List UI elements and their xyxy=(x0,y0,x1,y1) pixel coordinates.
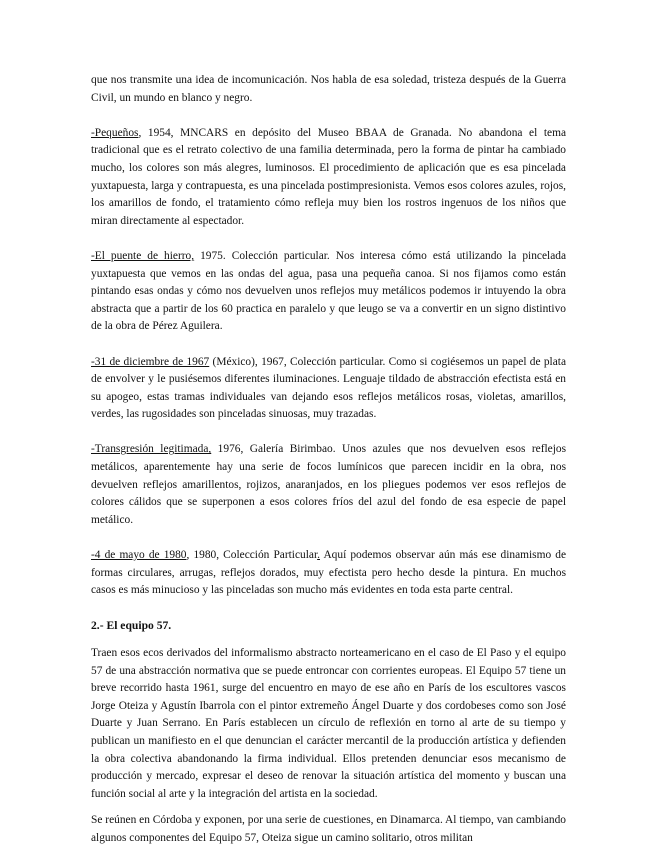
paragraph-text: 1976, Galería Birimbao. Unos azules que nos devuelven esos reflejos metálicos, aparentemente hay una serie de focos lumínicos que parecen incidir en la obra, nos devuelven reflejos amarillentos, rojizos, anaranjados, en los pliegues podemos ver esos reflejos de colores cálidos que se superponen a esos colores fríos del azul del fondo de esa especie de papel metálico. xyxy=(91,443,566,526)
paragraph-pequenos xyxy=(91,125,566,231)
paragraph-text: Se reúnen en Córdoba y exponen, por una serie de cuestiones, en Dinamarca. Al tiempo, van cambiando algunos componentes del Equipo 57, Oteiza sigue un camino solitario, otros militan xyxy=(91,814,566,844)
paragraph-text: , 1954, MNCARS en depósito del Museo BBAA de Granada. No abandona el tema tradicional que es el retrato colectivo de una familia determinada, pero la forma de pintar ha cambiado mucho, los colores son más alegres, luminosos. El procedimiento de aplicación que es esa pincelada yuxtapuesta, larga y contrapuesta, es una pincelada postimpresionista. Vemos esos colores azules, rojos, los amarillos de fondo, el tratamiento cómo refleja muy bien los rostros ingenuos de los niños que miran directamente al espectador. xyxy=(91,126,566,227)
paragraph-text: Aquí podemos observar aún más ese dinamismo de formas circulares, arrugas, reflejos dorados, muy efectista pero hecho desde la pintura. En muchos casos es más minucioso y las pinceladas son mucho más evidentes en toda esta parte central. xyxy=(91,549,567,597)
paragraph-text: (México), 1967, Colección particular. Como si cogiésemos un papel de plata de envolver y le pusiésemos diferentes iluminaciones. Lenguaje tildado de abstracción efectista está en su apogeo, estas tramas individuales van dejando esos reflejos metálicos rosas, violetas, amarillos, verdes, las rugosidades son pinceladas sinuosas, muy trazadas. xyxy=(91,355,566,421)
paragraph-text: Traen esos ecos derivados del informalismo abstracto norteamericano en el caso de El Paso y el equipo 57 de una abstracción normativa que se puede entroncar con corrientes europeas. El Equipo 57 tiene un breve recorrido hasta 1961, surge del encuentro en mayo de ese año en París de los escultores vascos Jorge Oteiza y Agustín Ibarrola con el pintor extremeño Ángel Duarte y dos cordobeses como son José Duarte y Juan Serrano. En París establecen un círculo de reflexión en torno al arte de su tiempo y publican un manifiesto en el que denuncian el carácter mercantil de la producción artística y defienden la obra colectiva abandonando la firma individual. Ellos pretenden denunciar esos mecanismo de producción y mercado, expresar el deseo de renovar la situación artística del momento y buscan una función social al arte y la integración del artista en la sociedad. xyxy=(91,647,566,800)
paragraph-puente-de-hierro xyxy=(91,248,566,336)
paragraph-text: , 1980, Colección Particular xyxy=(186,549,318,562)
artwork-title: -4 de mayo de 1980 xyxy=(91,549,187,562)
paragraph-transgresion xyxy=(91,441,566,529)
paragraph-cordoba xyxy=(91,812,566,847)
paragraph-4-mayo xyxy=(91,547,566,600)
section-heading: 2.- El equipo 57. xyxy=(91,619,172,633)
artwork-title: -Pequeños xyxy=(91,126,139,139)
paragraph-text: 1975. Colección particular. Nos interesa cómo está utilizando la pincelada yuxtapuesta que vemos en las ondas del agua, pasa una pequeña canoa. Si nos fijamos como están pintando esas ondas y cómo nos devuelven unos reflejos muy metálicos podemos ir intuyendo la obra abstracta que a partir de los 60 practica en paralelo y que leugo se va a convertir en un signo distintivo de la obra de Pérez Aguilera. xyxy=(91,249,566,333)
paragraph-equipo57 xyxy=(91,645,566,803)
paragraph-text: . xyxy=(317,549,320,562)
artwork-title: -31 de diciembre de 1967 xyxy=(91,355,210,368)
paragraph-intro xyxy=(91,72,566,107)
artwork-title: -El puente de hierro, xyxy=(91,249,195,262)
paragraph-text: que nos transmite una idea de incomunicación. Nos habla de esa soledad, tristeza después de la Guerra Civil, un mundo en blanco y negro. xyxy=(91,74,566,104)
artwork-title: -Transgresión legitimada, xyxy=(91,443,212,456)
document-body xyxy=(91,72,566,865)
paragraph-31-diciembre xyxy=(91,354,566,424)
